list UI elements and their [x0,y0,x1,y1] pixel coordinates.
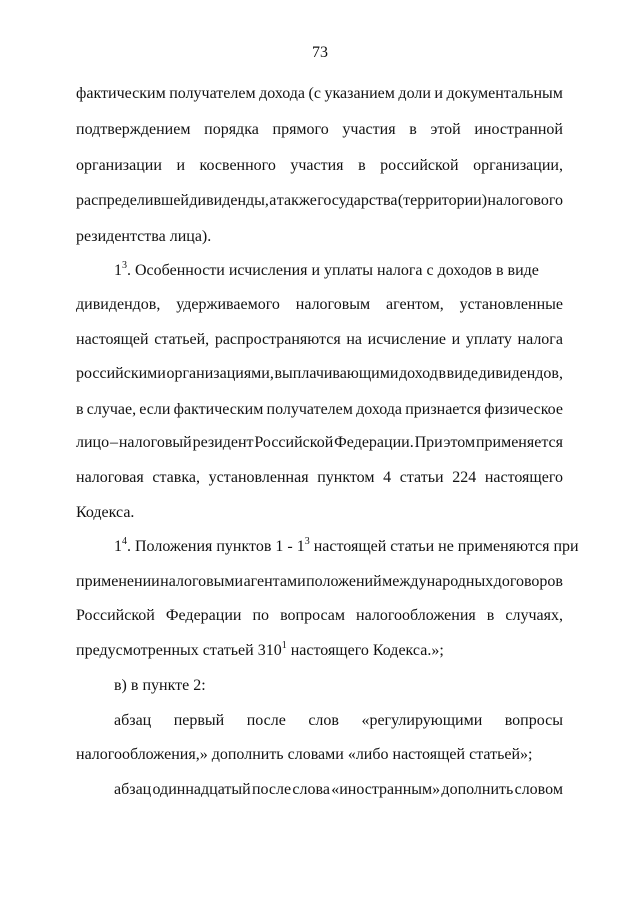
text-line: Кодекса. [76,504,135,521]
word: в [358,157,366,174]
word: налога [517,331,563,348]
word: лицо [76,434,110,451]
word: международных [382,573,494,590]
word: слова [292,781,330,798]
word: участия [342,121,396,138]
word: пунктом [317,469,375,486]
word: налоговым [295,296,371,313]
word: агентом, [386,296,444,313]
word: вопросам [280,607,346,624]
word: случае, [86,401,137,418]
word: Российской [254,434,334,451]
word: получателем [266,401,353,418]
word: Федерации [165,607,242,624]
word: «регулирующими [361,712,483,729]
page-number: 73 [312,44,328,61]
word: «иностранным» [331,781,441,798]
text-line-first [114,711,563,731]
word: установленные [459,296,563,313]
word: налогообложения [356,607,476,624]
word: договоров [493,573,563,590]
text-line [76,606,563,626]
word: государства [317,192,398,209]
word: Федерации. [334,434,414,451]
text-line-first [114,780,563,800]
word: доход [399,365,438,382]
word: иностранной [474,121,563,138]
word: налоговыми [160,573,244,590]
word: и [176,157,185,174]
word: российской [380,157,459,174]
word: после [251,781,292,798]
word: настоящего [484,469,563,486]
word: дивидендов, [478,365,563,382]
text-line [76,330,563,350]
word: организации, [473,157,563,174]
word: случаях, [505,607,563,624]
word: резидент [192,434,254,451]
word: применяется [475,434,563,451]
word: 4 [383,469,392,486]
word: доли [398,85,431,102]
text-line [76,84,563,104]
word: Российской [76,607,155,624]
word: абзац [114,712,152,729]
word: статьи [399,469,444,486]
word: налоговый [118,434,192,451]
word: удерживаемого [176,296,280,313]
word: и [451,331,461,348]
word: выплачивающими [274,365,399,382]
text-line [76,191,563,211]
word: налогового [487,192,563,209]
word: организациями, [166,365,274,382]
text-line [76,364,563,384]
text-line [76,120,563,140]
word: организации [76,157,162,174]
text-line: предусмотренных статьей $310^1$ настоящего Кодекса.»; [76,639,444,659]
text-line: налогообложения,» дополнить словами «либо настоящей статьей»; [76,746,533,763]
word: слов [308,712,339,729]
word: ставка, [152,469,200,486]
word: исчисление [367,331,447,348]
word: применении [76,573,160,590]
word: вопросы [504,712,563,729]
word: по [252,607,270,624]
word: агентами [243,573,306,590]
text-line-first [114,261,563,281]
word: косвенного [199,157,276,174]
word: первый [173,712,225,729]
word: (с [308,85,321,102]
word: распределившей [76,192,189,209]
text-line [76,468,563,488]
word: указанием [324,85,395,102]
word: получателем [169,85,256,102]
word: настоящей [76,331,149,348]
word: на [346,331,362,348]
word: также [276,192,317,209]
word: этой [430,121,461,138]
word: 224 [452,469,477,486]
text-line: резидентства лица). [76,228,212,245]
word: участия [290,157,344,174]
word: уплату [465,331,512,348]
word: прямого [272,121,329,138]
word: а [269,192,277,209]
word: фактическим [76,85,166,102]
word: дохода [356,401,402,418]
word: дивидендов, [76,296,161,313]
word: дивиденды, [189,192,269,209]
word: подтверждением [76,121,191,138]
word: абзац [114,781,152,798]
word: после [246,712,286,729]
text-line [76,400,563,420]
text-line [76,572,563,592]
word: дополнить [441,781,514,798]
word: физическое [484,401,563,418]
text-line [76,156,563,176]
word: При [414,434,443,451]
text-line [76,433,563,453]
word: в [486,607,495,624]
word: статьей, [154,331,210,348]
word: и [434,85,443,102]
text-line [76,295,563,315]
word: признается [405,401,482,418]
text-line-first: $1^4$. Положения пунктов $1 - 1^3$ настоящей статьи не применяются при [114,535,579,555]
word: (территории) [397,192,488,209]
word: распространяются [214,331,341,348]
word: – [109,434,118,451]
word: этом [443,434,476,451]
word: словом [514,781,563,798]
word: установленная [208,469,309,486]
text-line-first: в) в пункте 2: [114,677,206,694]
word: положений [306,573,382,590]
word: одиннадцатый [152,781,251,798]
word: виде [446,365,478,382]
word: порядка [204,121,259,138]
word: в [438,365,447,382]
word: налоговая [76,469,144,486]
word: если [139,401,171,418]
text-fragment: $1^3$. Особенности исчисления и уплаты налога с доходов в виде [114,259,539,279]
word: российскими [76,365,166,382]
word: фактическим [173,401,264,418]
word: документальным [446,85,563,102]
word: в [409,121,417,138]
word: в [76,401,84,418]
word: дохода [259,85,306,102]
